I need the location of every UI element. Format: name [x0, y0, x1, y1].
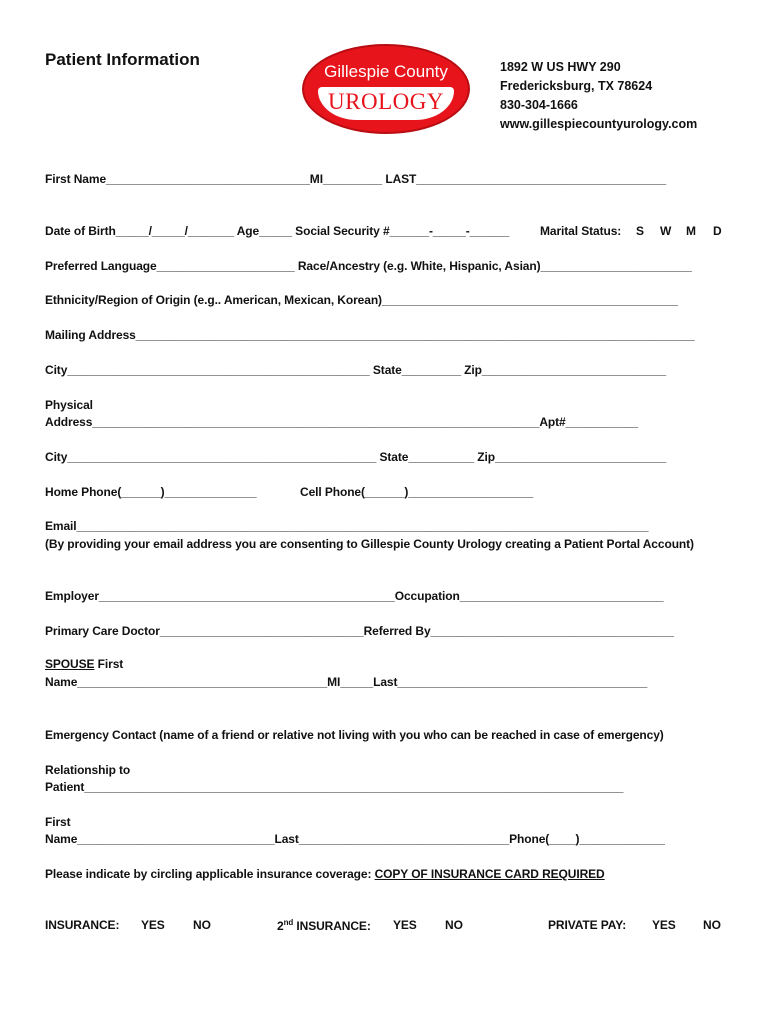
email-line[interactable]: Email_______________________________________________________________________________________: [45, 519, 649, 533]
page-title: Patient Information: [45, 50, 200, 69]
email-consent-note: (By providing your email address you are consenting to Gillespie County Urology creating a Patient Portal Account): [45, 537, 694, 551]
spouse-heading: SPOUSE: [45, 657, 95, 671]
address-website: www.gillespiecountyurology.com: [500, 117, 698, 131]
relationship-label: Relationship to: [45, 763, 131, 777]
logo-line2: UROLOGY: [328, 89, 444, 114]
physical-city-line[interactable]: City_______________________________________________ State__________ Zip__________________________: [45, 450, 666, 464]
physical-address-line[interactable]: Address____________________________________________________________________Apt#___________: [45, 415, 638, 429]
home-phone-line[interactable]: Home Phone(______)______________: [45, 485, 257, 499]
emergency-contact-heading: Emergency Contact (name of a friend or relative not living with you who can be reached in case of emergency): [45, 728, 664, 742]
relationship-line[interactable]: Patient__________________________________________________________________________________: [45, 780, 624, 794]
private-pay-no[interactable]: NO: [703, 918, 721, 932]
spouse-label: [45, 657, 123, 671]
emergency-first-label: First: [45, 815, 71, 829]
address-city: Fredericksburg, TX 78624: [500, 79, 653, 93]
insurance-instruction: [45, 867, 605, 881]
insurance-label: INSURANCE:: [45, 918, 120, 932]
city-state-zip-line[interactable]: City______________________________________________ State_________ Zip____________________________: [45, 363, 666, 377]
second-number: 2: [277, 919, 284, 933]
insurance-no[interactable]: NO: [193, 918, 211, 932]
ethnicity-line[interactable]: Ethnicity/Region of Origin (e.g.. American, Mexican, Korean)_____________________________________________: [45, 293, 678, 307]
cell-phone-line[interactable]: Cell Phone(______)___________________: [300, 485, 534, 499]
spouse-first-label: First: [94, 657, 124, 671]
marital-status-label: Marital Status:: [540, 224, 622, 238]
private-pay-yes[interactable]: YES: [652, 918, 676, 932]
emergency-name-phone-line[interactable]: Name______________________________Last________________________________Phone(____)_____________: [45, 832, 665, 846]
marital-option-s[interactable]: S: [636, 224, 644, 238]
second-suffix: nd: [283, 918, 294, 927]
marital-option-m[interactable]: M: [686, 224, 696, 238]
second-insurance-text: INSURANCE:: [293, 919, 371, 933]
spouse-name-line[interactable]: Name______________________________________MI_____Last______________________________________: [45, 675, 648, 689]
logo-line1: Gillespie County: [324, 62, 448, 81]
insurance-card-required: COPY OF INSURANCE CARD REQUIRED: [374, 867, 605, 881]
second-insurance-yes[interactable]: YES: [393, 918, 417, 932]
doctor-referred-line[interactable]: Primary Care Doctor_______________________________Referred By_____________________________________: [45, 624, 674, 638]
clinic-address: [500, 58, 697, 134]
physical-label: Physical: [45, 398, 93, 412]
insurance-instruction-text: Please indicate by circling applicable insurance coverage:: [45, 867, 375, 881]
mailing-address-line[interactable]: Mailing Address_____________________________________________________________________________________: [45, 328, 695, 342]
address-phone: 830-304-1666: [500, 98, 578, 112]
second-insurance-no[interactable]: NO: [445, 918, 463, 932]
marital-option-w[interactable]: W: [660, 224, 672, 238]
private-pay-label: PRIVATE PAY:: [548, 918, 627, 932]
dob-line[interactable]: Date of Birth_____/_____/_______ Age_____ Social Security #______-_____-______: [45, 224, 510, 238]
insurance-yes[interactable]: YES: [141, 918, 165, 932]
language-race-line[interactable]: Preferred Language_____________________ Race/Ancestry (e.g. White, Hispanic, Asian)_______________________: [45, 259, 692, 273]
marital-option-d[interactable]: D: [713, 224, 722, 238]
second-insurance-label: [277, 918, 371, 933]
clinic-logo: [302, 44, 470, 134]
address-street: 1892 W US HWY 290: [500, 60, 621, 74]
employer-occupation-line[interactable]: Employer_____________________________________________Occupation_______________________________: [45, 589, 664, 603]
first-name-line[interactable]: First Name_______________________________MI_________ LAST______________________________________: [45, 172, 667, 186]
